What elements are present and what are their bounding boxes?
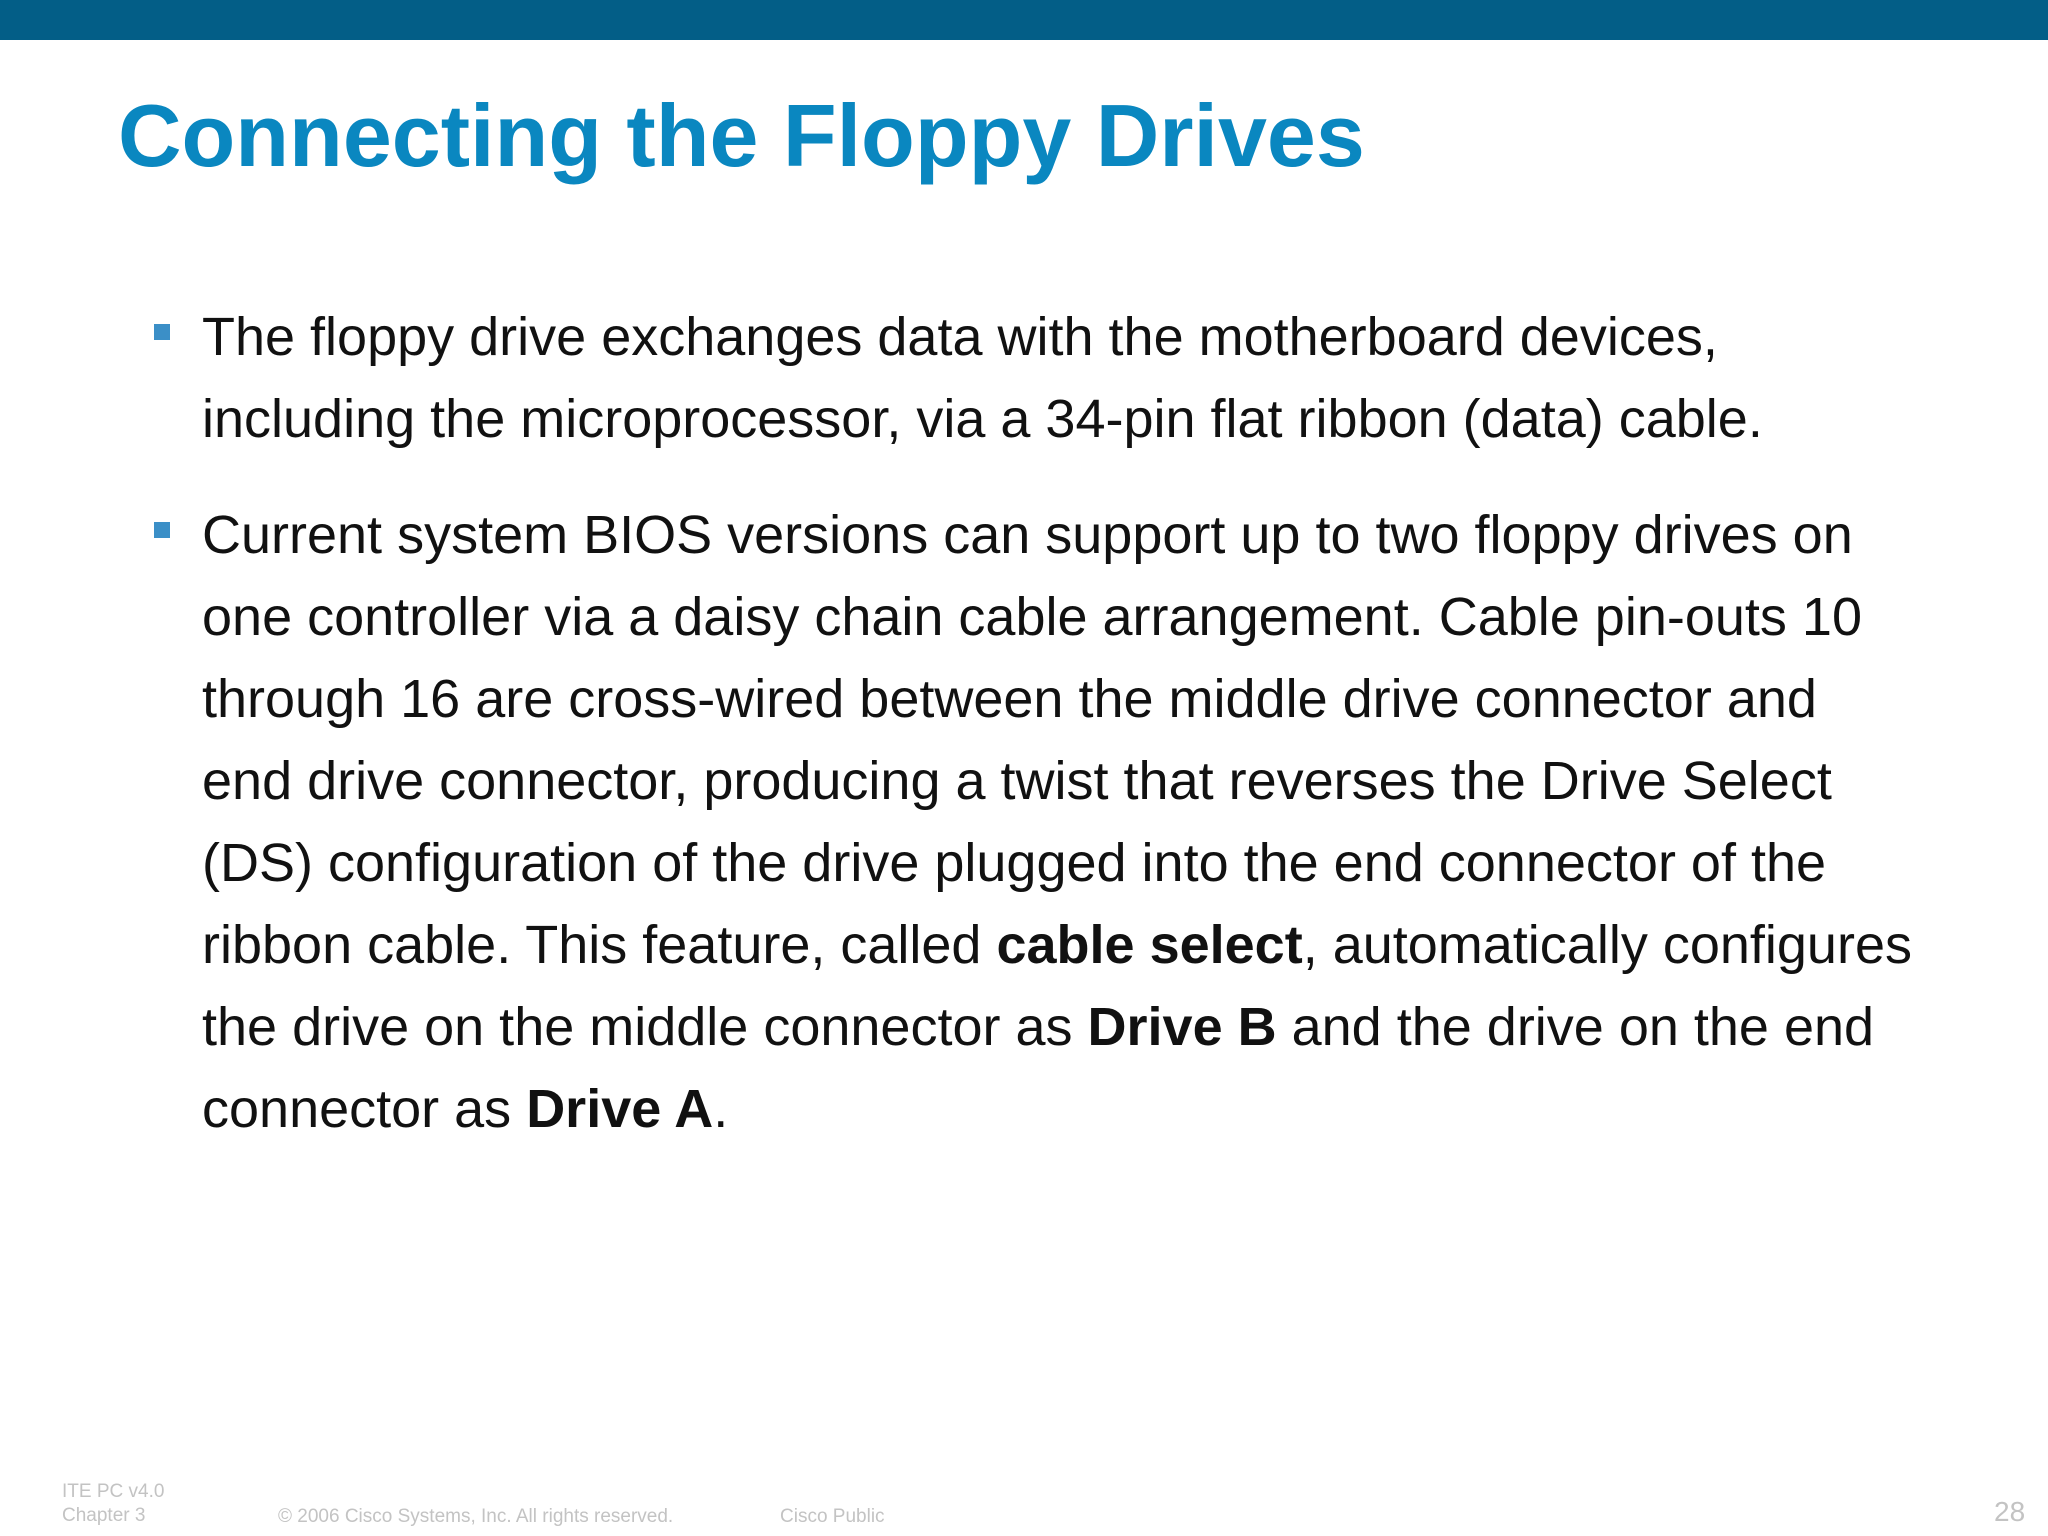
square-bullet-icon (154, 324, 170, 340)
bold-term-drive-b: Drive B (1087, 997, 1277, 1057)
footer-classification: Cisco Public (780, 1506, 885, 1527)
bullet-text-2-part1: Current system BIOS versions can support up to two floppy drives on one controller via a daisy chain cable arrangement. Cable pin-outs 10 through 16 are cross-wired between the middle drive connector and end drive connector, producing a twist that reverses the Drive Select (DS) configuration of the drive plugged into the end connector of the ribbon cable. This feature, called (202, 505, 1862, 975)
square-bullet-icon (154, 522, 170, 538)
bullet-text-2-part3: and the drive on the end connector as (202, 997, 1875, 1139)
bullet-text-2-part2: , automatically configures the drive on the middle connector as (202, 915, 1912, 1057)
bullet-item-2 (152, 494, 1912, 1150)
footer-copyright: © 2006 Cisco Systems, Inc. All rights reserved. (278, 1506, 674, 1527)
bold-term-cable-select: cable select (996, 915, 1303, 975)
top-banner (0, 0, 2048, 40)
slide-title: Connecting the Floppy Drives (118, 86, 1365, 185)
bullet-list (152, 296, 1912, 1150)
bullet-text-1: The floppy drive exchanges data with the motherboard devices, including the microprocessor, via a 34-pin flat ribbon (data) cable. (202, 307, 1763, 449)
bullet-text-2-part4: . (713, 1079, 729, 1139)
footer-chapter: Chapter 3 (62, 1505, 146, 1526)
bold-term-drive-a: Drive A (526, 1079, 714, 1139)
page-number: 28 (1994, 1496, 2026, 1527)
footer-course: ITE PC v4.0 (62, 1481, 165, 1502)
bullet-item-1 (152, 296, 1912, 460)
